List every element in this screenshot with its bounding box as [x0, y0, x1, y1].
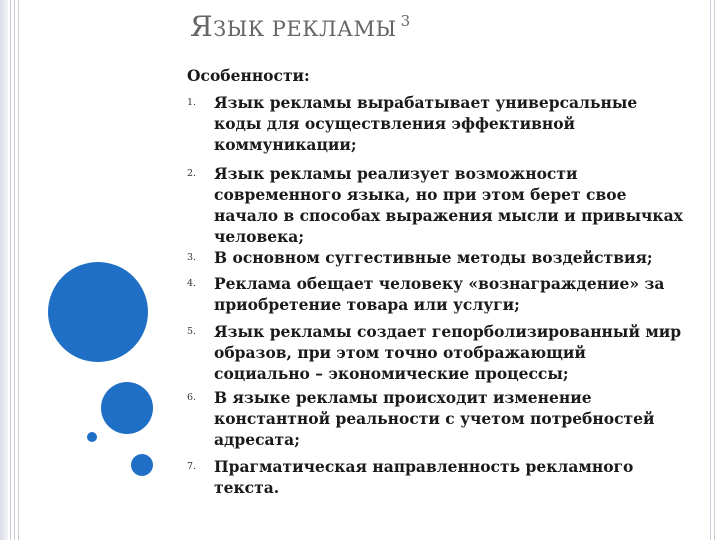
decor-circle-medium: [101, 382, 153, 434]
frame-line: [18, 0, 19, 540]
item-text: Язык рекламы реализует возможности современного языка, но при этом берет свое начало в способах выражения мысли и привычках человека;: [214, 164, 683, 246]
item-number: 7.: [187, 461, 197, 472]
list-item: [187, 163, 697, 247]
decor-circle-large: [48, 262, 148, 362]
item-text: Язык рекламы вырабатывает универсальные коды для осуществления эффективной коммуникации;: [214, 93, 638, 154]
title-rest: ЗЫК РЕКЛАМЫ: [213, 17, 397, 41]
list-item: [187, 321, 697, 384]
slide-title: [190, 10, 411, 43]
list-item: [187, 273, 697, 315]
subtitle: Особенности:: [187, 66, 310, 85]
decor-circle-dot: [87, 432, 97, 442]
frame-line: [14, 0, 15, 540]
frame-line: [714, 0, 715, 540]
title-initial: Я: [190, 10, 214, 43]
decor-circle-small: [131, 454, 153, 476]
item-text: В основном суггестивные методы воздействия;: [214, 248, 653, 267]
list-item: [187, 92, 697, 155]
list-item: [187, 247, 697, 268]
frame-line: [10, 0, 11, 540]
item-text: Язык рекламы создает гепорболизированный мир образов, при этом точно отображающий социально – экономические процессы;: [214, 322, 682, 383]
list-item: [187, 387, 697, 450]
item-number: 2.: [187, 168, 197, 179]
item-text: Прагматическая направленность рекламного текста.: [214, 457, 634, 497]
item-number: 1.: [187, 97, 197, 108]
list-item: [187, 456, 697, 498]
title-index: 3: [400, 12, 411, 30]
item-text: Реклама обещает человеку «вознаграждение» за приобретение товара или услуги;: [214, 274, 665, 314]
item-number: 4.: [187, 278, 197, 289]
item-number: 5.: [187, 326, 197, 337]
item-text: В языке рекламы происходит изменение константной реальности с учетом потребностей адресата;: [214, 388, 655, 449]
frame-line: [710, 0, 711, 540]
sidebar-band: [0, 0, 8, 540]
item-number: 3.: [187, 252, 197, 263]
item-number: 6.: [187, 392, 197, 403]
